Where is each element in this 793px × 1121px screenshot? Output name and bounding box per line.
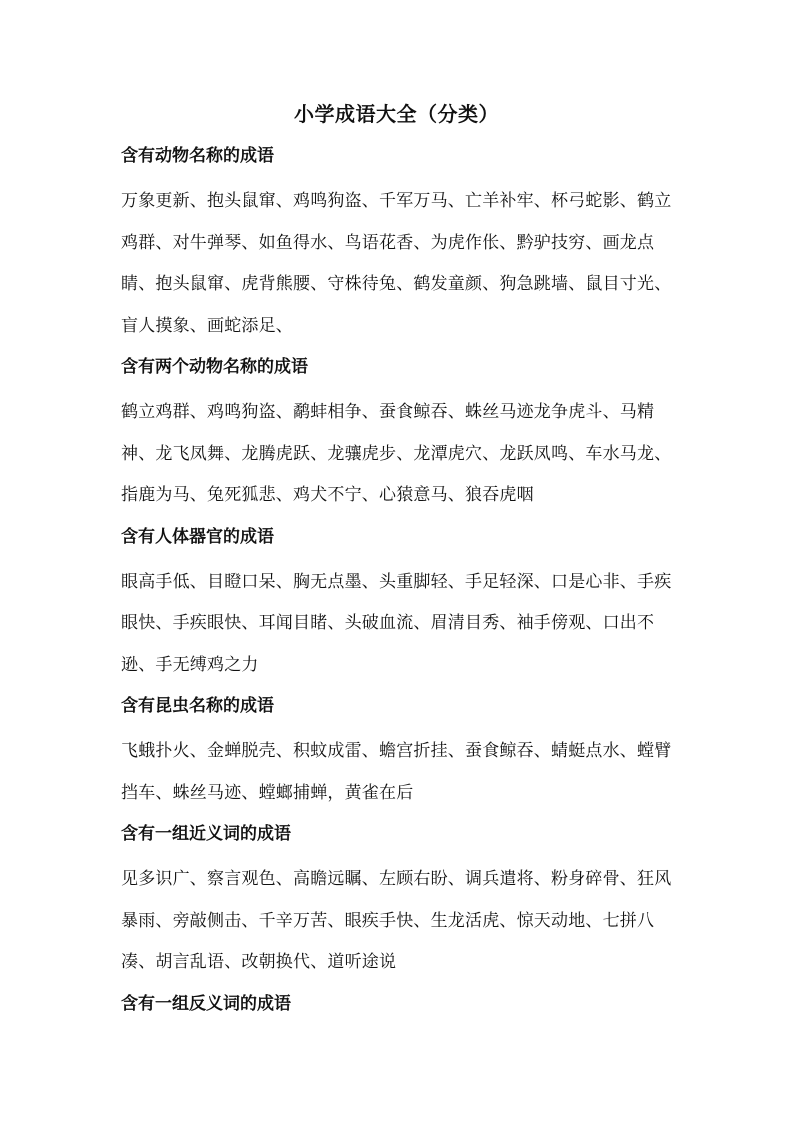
document-body: [121, 140, 681, 1021]
section-heading: 含有两个动物名称的成语: [121, 357, 308, 377]
section-insect-idioms: [121, 690, 681, 814]
section-heading: 含有动物名称的成语: [121, 146, 274, 166]
section-heading: 含有一组反义词的成语: [121, 993, 291, 1014]
idiom-list: 万象更新、抱头鼠窜、鸡鸣狗盗、千军万马、亡羊补牢、杯弓蛇影、鹤立鸡群、对牛弹琴、如鱼得水、鸟语花香、为虎作伥、黔驴技穷、画龙点睛、抱头鼠窜、虎背熊腰、守株待兔、鹤发童颜、狗急跳墙、鼠目寸光、盲人摸象、画蛇添足、: [121, 191, 672, 336]
section-heading: 含有人体器官的成语: [121, 526, 274, 547]
section-two-animal-idioms: [121, 351, 681, 517]
idiom-list: 见多识广、察言观色、高瞻远瞩、左顾右盼、调兵遣将、粉身碎骨、狂风暴雨、旁敲侧击、千辛万苦、眼疾手快、生龙活虎、惊天动地、七拼八凑、胡言乱语、改朝换代、道听途说: [121, 869, 672, 972]
section-synonym-idioms: [121, 818, 681, 984]
idiom-list: 眼高手低、目瞪口呆、胸无点墨、头重脚轻、手足轻深、口是心非、手疾眼快、手疾眼快、耳闻目睹、头破血流、眉清目秀、袖手傍观、口出不逊、手无缚鸡之力: [121, 571, 672, 675]
section-animal-idioms: [121, 140, 681, 347]
section-heading: 含有昆虫名称的成语: [121, 696, 274, 716]
idiom-list: 鹤立鸡群、鸡鸣狗盗、鹬蚌相争、蚕食鲸吞、蛛丝马迹龙争虎斗、马精神、龙飞凤舞、龙腾虎跃、龙骧虎步、龙潭虎穴、龙跃凤鸣、车水马龙、指鹿为马、兔死狐悲、鸡犬不宁、心猿意马、狼吞虎咽: [121, 402, 672, 505]
section-body-organ-idioms: [121, 521, 681, 687]
section-antonym-idioms: [121, 988, 681, 1021]
document-title: 小学成语大全（分类）: [294, 102, 499, 126]
idiom-list: 飞蛾扑火、金蝉脱壳、积蚊成雷、蟾宫折挂、蚕食鲸吞、蜻蜓点水、螳臂挡车、蛛丝马迹、螳螂捕蝉，黄雀在后: [121, 741, 672, 803]
section-heading: 含有一组近义词的成语: [121, 824, 291, 844]
